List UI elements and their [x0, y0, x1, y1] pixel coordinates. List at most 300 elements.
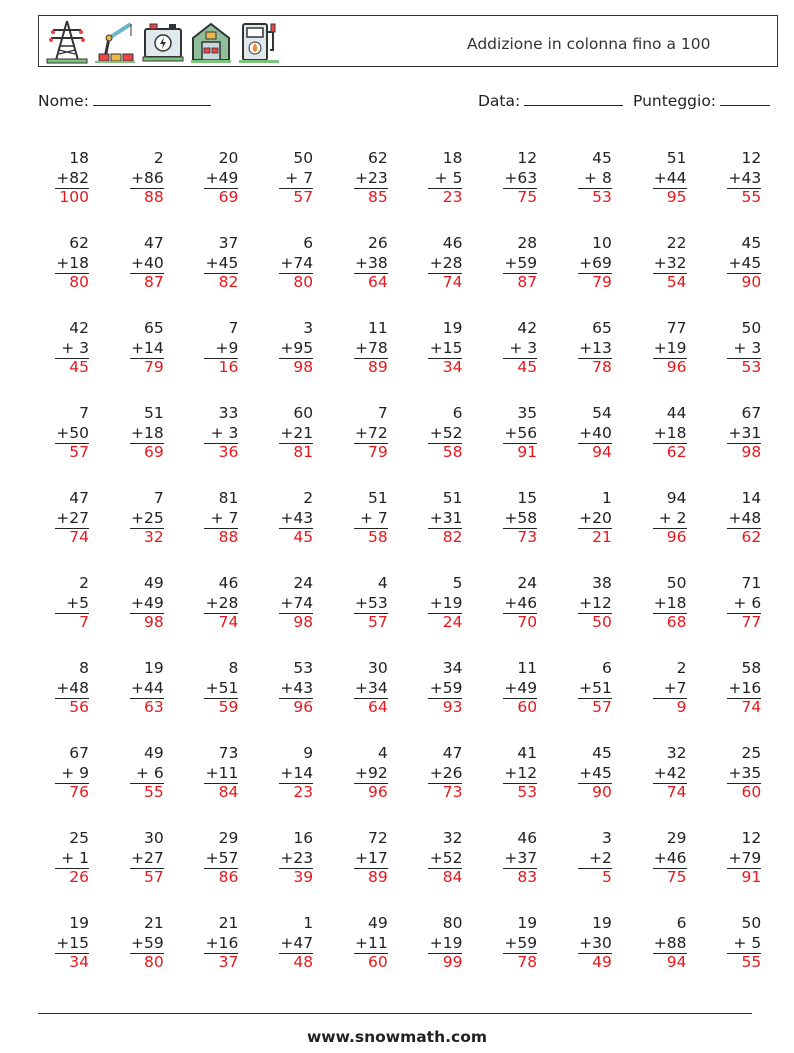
addition-problem [560, 574, 612, 659]
answer-text: 50 [592, 613, 612, 631]
addend-bottom-text: +46 [653, 848, 687, 867]
addition-problem [709, 744, 761, 829]
addition-problem [560, 404, 612, 489]
addend-top [186, 234, 238, 254]
addition-problem [261, 234, 313, 319]
answer-text: 16 [218, 358, 239, 376]
addend-bottom-text: +14 [130, 338, 164, 357]
addend-bottom [485, 849, 537, 869]
answer [186, 613, 238, 633]
addend-bottom-text: + 1 [61, 848, 89, 867]
addend-bottom-text: +21 [280, 423, 314, 442]
addition-problem [635, 914, 687, 999]
answer-text: 99 [442, 953, 463, 971]
addend-bottom [560, 849, 612, 869]
answer-text: 79 [143, 358, 164, 376]
answer-text: 90 [592, 783, 612, 801]
addition-problem [186, 914, 238, 999]
answer-text: 96 [666, 358, 687, 376]
addend-bottom-text: +59 [130, 933, 164, 952]
addend-top [560, 829, 612, 849]
addend-top-text: 26 [368, 234, 388, 252]
addend-bottom [560, 509, 612, 529]
addend-bottom-text: +20 [579, 508, 612, 527]
addend-top-text: 71 [741, 574, 762, 592]
addend-bottom [112, 594, 164, 614]
addend-bottom [112, 679, 164, 699]
answer-text: 96 [666, 528, 687, 546]
addend-top-text: 81 [218, 489, 239, 507]
addition-problem [635, 234, 687, 319]
answer [186, 953, 238, 973]
addend-bottom [112, 849, 164, 869]
addend-bottom-text: +5 [66, 593, 89, 612]
answer [485, 443, 537, 463]
addend-bottom [261, 594, 313, 614]
addend-bottom [635, 594, 687, 614]
name-blank[interactable] [93, 91, 211, 106]
addend-top [410, 404, 462, 424]
addend-top-text: 29 [218, 829, 239, 847]
addend-bottom-text: +49 [504, 678, 538, 697]
addend-top-text: 7 [79, 404, 89, 422]
addend-top [186, 914, 238, 934]
addend-top-text: 6 [452, 404, 463, 422]
addend-top [709, 744, 761, 764]
addend-bottom [560, 424, 612, 444]
date-label: Data: [478, 92, 521, 110]
addend-top-text: 49 [143, 574, 164, 592]
answer-text: 74 [69, 528, 89, 546]
answer-text: 55 [741, 188, 762, 206]
addend-top [186, 404, 238, 424]
answer-text: 82 [442, 528, 463, 546]
addend-top-text: 19 [69, 914, 89, 932]
addend-bottom-text: + 9 [61, 763, 89, 782]
answer [709, 783, 761, 803]
answer [635, 783, 687, 803]
addend-top-text: 20 [218, 149, 239, 167]
answer [186, 358, 238, 378]
addition-problem [410, 404, 462, 489]
addition-problem [560, 744, 612, 829]
addend-bottom-text: +9 [215, 338, 239, 357]
addend-bottom [112, 169, 164, 189]
addend-bottom [485, 509, 537, 529]
addend-bottom-text: +15 [429, 338, 463, 357]
addend-bottom [709, 934, 761, 954]
addend-top [410, 744, 462, 764]
addend-top [485, 319, 537, 339]
answer-text: 26 [69, 868, 89, 886]
addend-bottom [709, 594, 761, 614]
addend-top-text: 19 [592, 914, 612, 932]
power-tower-icon [45, 18, 89, 64]
addend-bottom-text: +46 [504, 593, 538, 612]
addend-top [112, 404, 164, 424]
addend-top-text: 1 [303, 914, 314, 932]
addend-top-text: 49 [368, 914, 388, 932]
addition-problem [186, 234, 238, 319]
answer-text: 34 [442, 358, 463, 376]
addend-top-text: 50 [741, 319, 762, 337]
answer-text: 68 [666, 613, 687, 631]
addition-problem [112, 234, 164, 319]
addition-problem [37, 319, 89, 404]
answer [560, 698, 612, 718]
addition-problem [336, 574, 388, 659]
addend-bottom [560, 169, 612, 189]
answer [37, 868, 89, 888]
answer [112, 698, 164, 718]
addend-bottom [186, 339, 238, 359]
addend-top-text: 8 [79, 659, 89, 677]
answer-text: 36 [218, 443, 239, 461]
addend-top [37, 404, 89, 424]
addend-top-text: 51 [143, 404, 164, 422]
answer [37, 613, 89, 633]
answer-text: 79 [592, 273, 612, 291]
addend-bottom [186, 254, 238, 274]
addend-top [261, 659, 313, 679]
addend-top-text: 45 [592, 744, 612, 762]
addend-top [560, 744, 612, 764]
answer-text: 98 [293, 613, 314, 631]
addition-problem [560, 914, 612, 999]
addend-bottom-text: +28 [429, 253, 463, 272]
answer [410, 953, 462, 973]
addend-top-text: 11 [368, 319, 388, 337]
addend-top-text: 58 [741, 659, 762, 677]
addition-problem [709, 659, 761, 744]
answer [186, 273, 238, 293]
addend-top [410, 149, 462, 169]
answer-text: 88 [143, 188, 164, 206]
addend-top-text: 18 [442, 149, 463, 167]
addition-problem [709, 829, 761, 914]
addition-problem [37, 914, 89, 999]
addition-problem [336, 744, 388, 829]
addend-top [709, 319, 761, 339]
addend-bottom [37, 849, 89, 869]
answer [186, 698, 238, 718]
addition-problem [709, 489, 761, 574]
addend-bottom [186, 764, 238, 784]
addend-top-text: 7 [228, 319, 239, 337]
addend-top [186, 659, 238, 679]
addend-top-text: 25 [69, 829, 89, 847]
answer [560, 868, 612, 888]
addend-top-text: 21 [218, 914, 239, 932]
answer [336, 613, 388, 633]
addend-bottom [709, 849, 761, 869]
addend-bottom [635, 509, 687, 529]
answer-text: 74 [741, 698, 762, 716]
addend-bottom [410, 254, 462, 274]
factory-icon [189, 18, 233, 64]
addend-bottom [410, 679, 462, 699]
addend-bottom [709, 169, 761, 189]
fuel-pump-icon [237, 18, 281, 64]
addition-problem [261, 574, 313, 659]
addend-top [37, 319, 89, 339]
answer-text: 80 [293, 273, 314, 291]
addition-problem [261, 829, 313, 914]
addend-top [635, 659, 687, 679]
addend-bottom [560, 254, 612, 274]
addend-top [485, 914, 537, 934]
answer [410, 358, 462, 378]
addend-top-text: 46 [517, 829, 538, 847]
answer [186, 443, 238, 463]
addition-problem [560, 319, 612, 404]
addend-top [261, 829, 313, 849]
addition-problem [186, 489, 238, 574]
addend-top [112, 829, 164, 849]
addend-top [112, 234, 164, 254]
addend-top-text: 73 [218, 744, 239, 762]
answer [261, 188, 313, 208]
answer-text: 58 [442, 443, 463, 461]
addend-top [261, 404, 313, 424]
addend-bottom [336, 339, 388, 359]
addition-problem [410, 914, 462, 999]
addend-top-text: 11 [517, 659, 538, 677]
addend-bottom-text: +35 [728, 763, 762, 782]
addend-top-text: 65 [592, 319, 612, 337]
addend-bottom-text: +44 [653, 168, 687, 187]
addition-problem [635, 574, 687, 659]
addend-bottom-text: +79 [728, 848, 762, 867]
addend-top [37, 659, 89, 679]
addend-bottom [37, 169, 89, 189]
addend-top-text: 50 [666, 574, 687, 592]
answer-text: 80 [69, 273, 89, 291]
addition-problem [37, 829, 89, 914]
answer-text: 74 [666, 783, 687, 801]
addend-bottom [336, 424, 388, 444]
addend-bottom-text: +27 [130, 848, 164, 867]
name-field[interactable] [38, 91, 211, 110]
answer-text: 84 [442, 868, 463, 886]
answer-text: 54 [666, 273, 687, 291]
addition-problem [635, 744, 687, 829]
addend-top-text: 16 [293, 829, 314, 847]
addend-bottom-text: +47 [280, 933, 314, 952]
answer-text: 77 [741, 613, 762, 631]
addition-problem [635, 404, 687, 489]
answer-text: 48 [293, 953, 314, 971]
addend-top [37, 149, 89, 169]
addend-bottom-text: +63 [504, 168, 538, 187]
date-field[interactable] [478, 91, 623, 110]
answer [37, 528, 89, 548]
answer [635, 868, 687, 888]
addend-top [261, 744, 313, 764]
addend-top-text: 47 [69, 489, 89, 507]
addend-bottom-text: +52 [429, 848, 463, 867]
addend-bottom-text: +74 [280, 593, 314, 612]
answer [635, 358, 687, 378]
score-field[interactable] [633, 91, 770, 110]
addend-top [635, 744, 687, 764]
addend-bottom [37, 934, 89, 954]
addition-problem [635, 489, 687, 574]
addend-top-text: 42 [517, 319, 538, 337]
addend-bottom [560, 339, 612, 359]
answer [112, 613, 164, 633]
addend-bottom-text: +48 [56, 678, 89, 697]
answer [560, 188, 612, 208]
addend-bottom-text: +49 [130, 593, 164, 612]
addend-top [485, 744, 537, 764]
addend-bottom-text: +11 [355, 933, 388, 952]
addend-bottom-text: + 6 [135, 763, 164, 782]
addend-bottom [560, 594, 612, 614]
answer-text: 78 [517, 953, 538, 971]
addend-top [261, 149, 313, 169]
answer [261, 528, 313, 548]
answer [410, 783, 462, 803]
addend-top-text: 45 [741, 234, 762, 252]
addend-bottom-text: +88 [653, 933, 687, 952]
addend-bottom-text: + 6 [733, 593, 762, 612]
addition-problem [186, 319, 238, 404]
addend-bottom-text: +19 [429, 933, 463, 952]
answer [709, 698, 761, 718]
addend-top [336, 319, 388, 339]
addend-bottom-text: +37 [504, 848, 538, 867]
addend-top-text: 30 [143, 829, 164, 847]
addend-bottom-text: +59 [429, 678, 463, 697]
answer-text: 53 [517, 783, 538, 801]
addend-bottom [186, 509, 238, 529]
answer-text: 53 [741, 358, 762, 376]
addend-top-text: 42 [69, 319, 89, 337]
addend-bottom-text: + 5 [733, 933, 762, 952]
addend-top-text: 21 [143, 914, 164, 932]
addition-problem [112, 489, 164, 574]
answer-text: 37 [218, 953, 239, 971]
answer [485, 868, 537, 888]
addition-problem [560, 149, 612, 234]
addend-bottom-text: +14 [280, 763, 314, 782]
addition-problem [261, 914, 313, 999]
addend-top-text: 29 [666, 829, 687, 847]
answer-text: 23 [293, 783, 314, 801]
answer [112, 528, 164, 548]
addend-top-text: 19 [517, 914, 538, 932]
addend-bottom [112, 424, 164, 444]
battery-icon [141, 18, 185, 64]
addend-bottom [410, 934, 462, 954]
addend-top-text: 47 [442, 744, 463, 762]
addend-bottom [709, 764, 761, 784]
answer [485, 613, 537, 633]
answer [112, 868, 164, 888]
addend-bottom-text: +31 [728, 423, 762, 442]
addend-top [560, 489, 612, 509]
addend-top-text: 18 [69, 149, 89, 167]
addition-problem [336, 659, 388, 744]
addend-bottom [261, 509, 313, 529]
addend-top-text: 67 [69, 744, 89, 762]
answer-text: 73 [442, 783, 463, 801]
addend-top-text: 60 [293, 404, 314, 422]
addend-top [709, 574, 761, 594]
addition-problem [186, 744, 238, 829]
addend-bottom-text: +69 [579, 253, 612, 272]
addend-bottom-text: +43 [280, 508, 314, 527]
addend-top-text: 19 [442, 319, 463, 337]
addend-bottom [186, 934, 238, 954]
addend-bottom [709, 254, 761, 274]
answer [485, 273, 537, 293]
answer [186, 188, 238, 208]
addition-problem [485, 234, 537, 319]
addend-top [261, 319, 313, 339]
addend-bottom [560, 764, 612, 784]
addend-top-text: 46 [442, 234, 463, 252]
addend-bottom [336, 934, 388, 954]
addend-bottom [37, 339, 89, 359]
addend-top-text: 51 [666, 149, 687, 167]
answer-text: 91 [517, 443, 538, 461]
addend-top [186, 319, 238, 339]
addend-top [186, 149, 238, 169]
addend-bottom-text: +45 [205, 253, 239, 272]
answer [261, 273, 313, 293]
score-blank[interactable] [720, 91, 770, 106]
footer-site: www.snowmath.com [306, 1028, 487, 1046]
addend-bottom [560, 934, 612, 954]
addend-bottom-text: +32 [653, 253, 687, 272]
answer-text: 32 [143, 528, 164, 546]
answer [709, 868, 761, 888]
answer-text: 58 [368, 528, 388, 546]
answer [635, 613, 687, 633]
addition-problem [410, 319, 462, 404]
answer [336, 443, 388, 463]
addend-bottom [261, 254, 313, 274]
addend-top-text: 30 [368, 659, 388, 677]
answer [37, 953, 89, 973]
date-blank[interactable] [524, 91, 623, 106]
addend-bottom [261, 679, 313, 699]
addition-problem [485, 914, 537, 999]
answer-text: 88 [218, 528, 239, 546]
answer [336, 953, 388, 973]
addend-bottom [112, 764, 164, 784]
answer [37, 443, 89, 463]
addend-top-text: 45 [592, 149, 612, 167]
addend-bottom-text: +45 [728, 253, 762, 272]
addend-bottom-text: +56 [504, 423, 538, 442]
addend-top-text: 80 [442, 914, 463, 932]
addend-bottom [186, 169, 238, 189]
answer [635, 273, 687, 293]
addend-bottom [560, 679, 612, 699]
answer-text: 60 [368, 953, 388, 971]
addend-top-text: 12 [517, 149, 538, 167]
answer [485, 953, 537, 973]
addition-problem [410, 744, 462, 829]
addend-top [485, 234, 537, 254]
addend-bottom [37, 254, 89, 274]
answer [709, 358, 761, 378]
addition-problem [485, 829, 537, 914]
addend-top [261, 234, 313, 254]
